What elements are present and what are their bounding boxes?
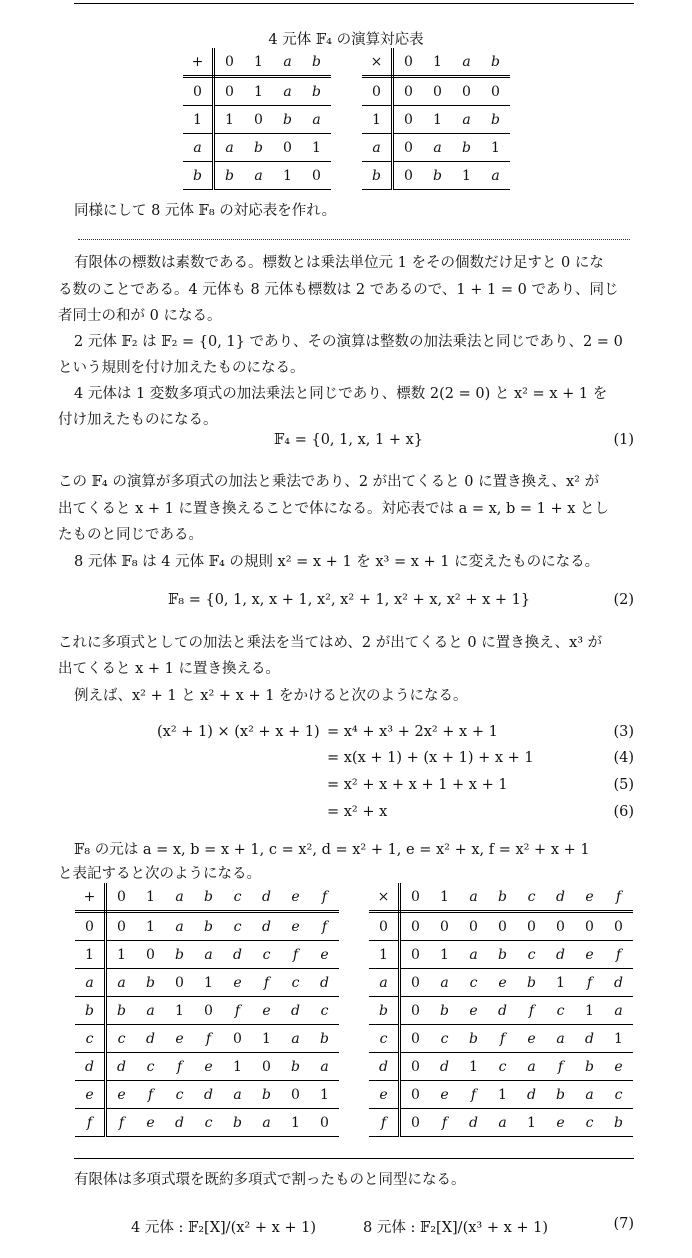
f8-add-cell: a	[136, 997, 165, 1025]
f8-add-cell: b	[136, 969, 165, 997]
f8-addition-table	[75, 883, 339, 1137]
f4-add-cell: b	[302, 77, 331, 106]
paragraph-f4-ops-1: この 𝔽₄ の演算が多項式の加法と乗法であり、2 が出てくると 0 に置き換え、x² が	[58, 474, 600, 490]
f4-add-cell: b	[214, 162, 245, 190]
f8-mul-cell: a	[546, 1025, 575, 1053]
task-statement: 同様にして 8 元体 𝔽₈ の対応表を作れ。	[74, 203, 337, 219]
f8-add-column-header: d	[252, 883, 281, 912]
f8-add-row	[75, 1109, 339, 1137]
f4-add-row-header: 0	[183, 77, 214, 106]
f8-multiplication-table	[369, 883, 633, 1137]
f8-add-column-header: 0	[106, 883, 137, 912]
f4-add-cell: b	[273, 106, 302, 134]
f8-add-cell: 1	[106, 941, 137, 969]
f8-add-cell: 0	[136, 941, 165, 969]
f8-mul-cell: e	[488, 969, 517, 997]
f8-mul-cell: f	[459, 1081, 488, 1109]
f8-add-cell: c	[165, 1081, 194, 1109]
f8-mul-row-header: 1	[369, 941, 400, 969]
f8-mul-cell: 0	[459, 912, 488, 941]
top-rule	[74, 3, 634, 4]
f8-add-cell: d	[106, 1053, 137, 1081]
equation-5-number: (5)	[613, 777, 634, 793]
paragraph-f8-rule: 8 元体 𝔽₈ は 4 元体 𝔽₄ の規則 x² = x + 1 を x³ = x + 1 に変えたものになる。	[74, 554, 600, 570]
f4-mul-cell: a	[423, 134, 452, 162]
f8-mul-cell: 0	[400, 1053, 431, 1081]
equation-6-rhs: = x² + x	[327, 804, 388, 820]
f8-add-cell: c	[252, 941, 281, 969]
f8-add-row-header: d	[75, 1053, 106, 1081]
f8-add-cell: e	[223, 969, 252, 997]
f8-add-cell: b	[223, 1109, 252, 1137]
f8-add-cell: 1	[165, 997, 194, 1025]
paragraph-f4-2: 付け加えたものになる。	[58, 412, 218, 428]
equation-7-f8: 8 元体 : 𝔽₂[X]/(x³ + x + 1)	[363, 1220, 549, 1236]
paragraph-example: 例えば、x² + 1 と x² + x + 1 をかけると次のようになる。	[74, 688, 468, 704]
f4-mul-cell: 0	[393, 162, 424, 190]
f8-mul-row	[369, 1109, 633, 1137]
f8-add-row-header: a	[75, 969, 106, 997]
f4-add-row	[183, 162, 331, 190]
f4-add-cell: 1	[273, 162, 302, 190]
f4-mul-column-header: b	[481, 48, 510, 77]
f8-mul-cell: 1	[430, 941, 459, 969]
f8-mul-cell: d	[459, 1109, 488, 1137]
f8-add-cell: a	[165, 912, 194, 941]
f8-mul-cell: b	[546, 1081, 575, 1109]
f8-mul-column-header: e	[575, 883, 604, 912]
f8-add-cell: a	[310, 1053, 339, 1081]
f8-mul-cell: 1	[459, 1053, 488, 1081]
f8-add-column-header: a	[165, 883, 194, 912]
f8-mul-cell: f	[488, 1025, 517, 1053]
f8-mul-cell: f	[546, 1053, 575, 1081]
paragraph-f8-notation-2: と表記すると次のようになる。	[58, 866, 261, 882]
f8-mul-cell: c	[459, 969, 488, 997]
equation-4-rhs: = x(x + 1) + (x + 1) + x + 1	[327, 750, 534, 766]
f8-add-cell: f	[136, 1081, 165, 1109]
f8-mul-cell: a	[430, 969, 459, 997]
f8-mul-cell: 1	[488, 1081, 517, 1109]
f8-add-cell: 0	[281, 1081, 310, 1109]
f8-mul-row	[369, 997, 633, 1025]
f8-add-cell: f	[252, 969, 281, 997]
f4-add-operator-symbol: +	[183, 48, 214, 77]
f8-mul-cell: 0	[517, 912, 546, 941]
f4-mul-cell: 0	[393, 134, 424, 162]
equation-2: 𝔽₈ = {0, 1, x, x + 1, x², x² + 1, x² + x, x² + x + 1}	[168, 592, 531, 608]
f8-mul-cell: c	[575, 1109, 604, 1137]
f8-add-row-header: b	[75, 997, 106, 1025]
f8-mul-column-header: f	[604, 883, 633, 912]
f8-add-column-header: e	[281, 883, 310, 912]
f8-mul-cell: d	[546, 941, 575, 969]
f8-mul-row-header: a	[369, 969, 400, 997]
equation-3-lhs: (x² + 1) × (x² + x + 1)	[157, 724, 320, 740]
f8-add-column-header: c	[223, 883, 252, 912]
f4-mul-operator-symbol: ×	[362, 48, 393, 77]
f8-mul-row	[369, 1025, 633, 1053]
f4-add-cell: a	[302, 106, 331, 134]
f4-mul-row-header: 1	[362, 106, 393, 134]
f8-add-cell: d	[194, 1081, 223, 1109]
f8-add-cell: b	[194, 912, 223, 941]
f8-mul-cell: f	[430, 1109, 459, 1137]
f4-mul-cell: 0	[393, 106, 424, 134]
f8-add-cell: f	[165, 1053, 194, 1081]
f4-mul-row	[362, 134, 510, 162]
f4-add-row	[183, 77, 331, 106]
f4-add-cell: 0	[273, 134, 302, 162]
bottom-rule	[74, 1158, 634, 1159]
f4-mul-row-header: 0	[362, 77, 393, 106]
f8-add-cell: c	[281, 969, 310, 997]
f4-mul-row-header: b	[362, 162, 393, 190]
f4-mul-cell: 1	[481, 134, 510, 162]
f8-add-cell: e	[252, 997, 281, 1025]
paragraph-characteristic-3: 者同士の和が 0 になる。	[58, 308, 222, 324]
f8-mul-cell: a	[488, 1109, 517, 1137]
f8-mul-column-header: 1	[430, 883, 459, 912]
f8-add-cell: a	[194, 941, 223, 969]
f4-add-row	[183, 134, 331, 162]
f8-mul-cell: b	[430, 997, 459, 1025]
f8-add-cell: b	[106, 997, 137, 1025]
f4-mul-cell: a	[452, 106, 481, 134]
f4-add-cell: a	[273, 77, 302, 106]
f8-add-cell: e	[310, 941, 339, 969]
f8-add-cell: b	[310, 1025, 339, 1053]
f8-mul-cell: 0	[430, 912, 459, 941]
f8-mul-cell: c	[430, 1025, 459, 1053]
f8-mul-cell: 0	[400, 912, 431, 941]
f8-mul-cell: a	[459, 941, 488, 969]
f8-add-cell: d	[281, 997, 310, 1025]
f8-mul-cell: 0	[488, 912, 517, 941]
f8-add-cell: 1	[281, 1109, 310, 1137]
f4-mul-cell: b	[423, 162, 452, 190]
paragraph-f2-2: という規則を付け加えたものになる。	[58, 360, 305, 376]
f8-add-cell: 1	[223, 1053, 252, 1081]
paragraph-characteristic-1: 有限体の標数は素数である。標数とは乗法単位元 1 をその個数だけ足すと 0 にな	[74, 255, 604, 271]
f8-mul-cell: c	[604, 1081, 633, 1109]
f8-add-operator-symbol: +	[75, 883, 106, 912]
f8-add-cell: c	[136, 1053, 165, 1081]
f8-mul-cell: a	[575, 1081, 604, 1109]
f8-mul-cell: b	[488, 941, 517, 969]
f4-mul-column-header: a	[452, 48, 481, 77]
f8-mul-cell: 0	[604, 912, 633, 941]
f8-mul-cell: a	[517, 1053, 546, 1081]
f4-add-row-header: b	[183, 162, 214, 190]
f8-mul-cell: e	[575, 941, 604, 969]
f8-mul-cell: 0	[546, 912, 575, 941]
f8-mul-column-header: c	[517, 883, 546, 912]
f4-add-row-header: 1	[183, 106, 214, 134]
f8-mul-row	[369, 1053, 633, 1081]
f8-add-cell: c	[310, 997, 339, 1025]
f4-add-cell: 1	[302, 134, 331, 162]
paragraph-f8-notation-1: 𝔽₈ の元は a = x, b = x + 1, c = x², d = x² + 1, e = x² + x, f = x² + x + 1	[74, 842, 590, 858]
equation-1: 𝔽₄ = {0, 1, x, 1 + x}	[274, 432, 423, 448]
f4-addition-table	[183, 48, 331, 190]
paragraph-isomorphism: 有限体は多項式環を既約多項式で割ったものと同型になる。	[74, 1172, 466, 1188]
f8-mul-cell: b	[604, 1109, 633, 1137]
f8-add-row-header: c	[75, 1025, 106, 1053]
f8-add-cell: c	[194, 1109, 223, 1137]
f4-multiplication-table	[362, 48, 510, 190]
f8-mul-cell: f	[604, 941, 633, 969]
f4-mul-row-header: a	[362, 134, 393, 162]
equation-3-rhs: = x⁴ + x³ + 2x² + x + 1	[327, 724, 498, 740]
f8-mul-row-header: e	[369, 1081, 400, 1109]
f8-mul-column-header: a	[459, 883, 488, 912]
f8-add-cell: b	[281, 1053, 310, 1081]
f8-mul-row-header: b	[369, 997, 400, 1025]
f8-add-row	[75, 969, 339, 997]
f8-add-cell: f	[223, 997, 252, 1025]
f4-mul-row	[362, 77, 510, 106]
f8-add-row	[75, 912, 339, 941]
f8-mul-cell: f	[517, 997, 546, 1025]
f4-mul-cell: 0	[481, 77, 510, 106]
f8-mul-cell: 0	[400, 941, 431, 969]
paragraph-f8-ops-2: 出てくると x + 1 に置き換える。	[58, 661, 280, 677]
f8-mul-cell: d	[575, 1025, 604, 1053]
f4-mul-column-header: 1	[423, 48, 452, 77]
f8-mul-row	[369, 1081, 633, 1109]
f8-add-cell: 0	[106, 912, 137, 941]
f4-add-cell: a	[214, 134, 245, 162]
f8-mul-row	[369, 969, 633, 997]
f8-mul-cell: b	[575, 1053, 604, 1081]
paragraph-f4-ops-3: たものと同じである。	[58, 527, 203, 543]
paragraph-f2-1: 2 元体 𝔽₂ は 𝔽₂ = {0, 1} であり、その演算は整数の加法乗法と同じであり、2 = 0	[74, 334, 623, 350]
f8-add-cell: 1	[310, 1081, 339, 1109]
f4-mul-row	[362, 162, 510, 190]
f4-add-row-header: a	[183, 134, 214, 162]
f8-add-cell: e	[165, 1025, 194, 1053]
f8-mul-cell: c	[517, 941, 546, 969]
f8-add-cell: 0	[223, 1025, 252, 1053]
f8-mul-cell: d	[430, 1053, 459, 1081]
f8-add-row	[75, 1053, 339, 1081]
paragraph-f4-ops-2: 出てくると x + 1 に置き換えることで体になる。対応表では a = x, b = 1 + x とし	[58, 501, 610, 517]
f8-add-cell: d	[310, 969, 339, 997]
f8-mul-column-header: b	[488, 883, 517, 912]
equation-4-number: (4)	[613, 750, 634, 766]
f8-add-cell: b	[252, 1081, 281, 1109]
f8-add-cell: d	[252, 912, 281, 941]
f8-add-row	[75, 1025, 339, 1053]
f8-mul-cell: 1	[546, 969, 575, 997]
f8-mul-cell: d	[604, 969, 633, 997]
f4-table-title: 4 元体 𝔽₄ の演算対応表	[268, 32, 424, 48]
f8-add-row	[75, 1081, 339, 1109]
equation-7-f4: 4 元体 : 𝔽₂[X]/(x² + x + 1)	[131, 1220, 317, 1236]
f8-mul-row-header: c	[369, 1025, 400, 1053]
f8-add-cell: 0	[310, 1109, 339, 1137]
f8-mul-cell: d	[488, 997, 517, 1025]
f8-add-row-header: 0	[75, 912, 106, 941]
f8-mul-cell: e	[604, 1053, 633, 1081]
f8-add-cell: a	[281, 1025, 310, 1053]
f8-add-cell: a	[223, 1081, 252, 1109]
f8-mul-cell: e	[459, 997, 488, 1025]
f8-add-cell: d	[223, 941, 252, 969]
f4-mul-cell: 1	[423, 106, 452, 134]
f4-add-cell: 1	[214, 106, 245, 134]
f8-mul-row-header: f	[369, 1109, 400, 1137]
f8-mul-cell: 0	[400, 1109, 431, 1137]
f8-mul-cell: e	[546, 1109, 575, 1137]
f8-add-row-header: e	[75, 1081, 106, 1109]
equation-1-number: (1)	[613, 432, 634, 448]
equation-7-number: (7)	[613, 1216, 634, 1232]
f8-mul-row	[369, 912, 633, 941]
f8-add-cell: c	[223, 912, 252, 941]
f8-add-cell: 0	[194, 997, 223, 1025]
f4-mul-cell: 0	[423, 77, 452, 106]
f8-mul-cell: b	[459, 1025, 488, 1053]
f8-add-cell: a	[252, 1109, 281, 1137]
f4-mul-cell: b	[481, 106, 510, 134]
f8-add-cell: 1	[136, 912, 165, 941]
f8-add-cell: b	[165, 941, 194, 969]
f8-mul-row-header: d	[369, 1053, 400, 1081]
f8-add-cell: e	[281, 912, 310, 941]
f8-mul-row-header: 0	[369, 912, 400, 941]
f4-mul-row	[362, 106, 510, 134]
f8-add-cell: f	[281, 941, 310, 969]
f8-add-column-header: b	[194, 883, 223, 912]
f8-mul-cell: 1	[604, 1025, 633, 1053]
f4-mul-cell: 0	[393, 77, 424, 106]
f8-add-cell: d	[165, 1109, 194, 1137]
f4-add-column-header: a	[273, 48, 302, 77]
f8-mul-cell: c	[488, 1053, 517, 1081]
f8-mul-cell: c	[546, 997, 575, 1025]
paragraph-characteristic-2: る数のことである。4 元体も 8 元体も標数は 2 であるので、1 + 1 = 0 であり、同じ	[58, 282, 619, 298]
f4-add-cell: 0	[302, 162, 331, 190]
f8-mul-cell: 0	[400, 997, 431, 1025]
f4-add-cell: 0	[214, 77, 245, 106]
f4-add-cell: a	[244, 162, 273, 190]
f8-add-column-header: 1	[136, 883, 165, 912]
f8-add-cell: e	[136, 1109, 165, 1137]
f8-mul-column-header: 0	[400, 883, 431, 912]
f8-mul-cell: b	[517, 969, 546, 997]
f4-add-column-header: 0	[214, 48, 245, 77]
f8-add-cell: f	[106, 1109, 137, 1137]
f8-add-cell: c	[106, 1025, 137, 1053]
f4-mul-column-header: 0	[393, 48, 424, 77]
f8-add-cell: e	[106, 1081, 137, 1109]
f8-add-row	[75, 997, 339, 1025]
f8-mul-cell: f	[575, 969, 604, 997]
paragraph-f4-1: 4 元体は 1 変数多項式の加法乗法と同じであり、標数 2(2 = 0) と x² = x + 1 を	[74, 386, 608, 402]
f8-mul-operator-symbol: ×	[369, 883, 400, 912]
f8-mul-cell: 0	[575, 912, 604, 941]
equation-2-number: (2)	[613, 592, 634, 608]
f8-add-row	[75, 941, 339, 969]
f4-add-column-header: 1	[244, 48, 273, 77]
equation-5-rhs: = x² + x + x + 1 + x + 1	[327, 777, 508, 793]
f8-add-cell: f	[310, 912, 339, 941]
f4-mul-cell: 1	[452, 162, 481, 190]
f8-mul-cell: e	[430, 1081, 459, 1109]
f8-mul-cell: e	[517, 1025, 546, 1053]
f4-add-row	[183, 106, 331, 134]
f8-mul-row	[369, 941, 633, 969]
f8-mul-cell: a	[604, 997, 633, 1025]
f4-add-cell: b	[244, 134, 273, 162]
f4-add-column-header: b	[302, 48, 331, 77]
f8-add-cell: 1	[194, 969, 223, 997]
f4-mul-cell: a	[481, 162, 510, 190]
dotted-separator	[78, 239, 630, 240]
f8-mul-cell: 0	[400, 1081, 431, 1109]
f8-add-cell: 0	[252, 1053, 281, 1081]
f8-mul-cell: d	[517, 1081, 546, 1109]
paragraph-f8-ops-1: これに多項式としての加法と乗法を当てはめ、2 が出てくると 0 に置き換え、x³ が	[58, 635, 603, 651]
f8-mul-cell: 0	[400, 1025, 431, 1053]
equation-6-number: (6)	[613, 804, 634, 820]
f4-mul-cell: 0	[452, 77, 481, 106]
f4-add-cell: 0	[244, 106, 273, 134]
f8-add-cell: a	[106, 969, 137, 997]
f8-add-cell: d	[136, 1025, 165, 1053]
f4-mul-cell: b	[452, 134, 481, 162]
f8-add-column-header: f	[310, 883, 339, 912]
f8-add-cell: e	[194, 1053, 223, 1081]
f8-mul-cell: 0	[400, 969, 431, 997]
equation-3-number: (3)	[613, 724, 634, 740]
f8-add-row-header: f	[75, 1109, 106, 1137]
f8-add-cell: 0	[165, 969, 194, 997]
f8-add-cell: 1	[252, 1025, 281, 1053]
f4-add-cell: 1	[244, 77, 273, 106]
f8-mul-cell: 1	[575, 997, 604, 1025]
f8-add-cell: f	[194, 1025, 223, 1053]
f8-mul-column-header: d	[546, 883, 575, 912]
f8-mul-cell: 1	[517, 1109, 546, 1137]
f8-add-row-header: 1	[75, 941, 106, 969]
